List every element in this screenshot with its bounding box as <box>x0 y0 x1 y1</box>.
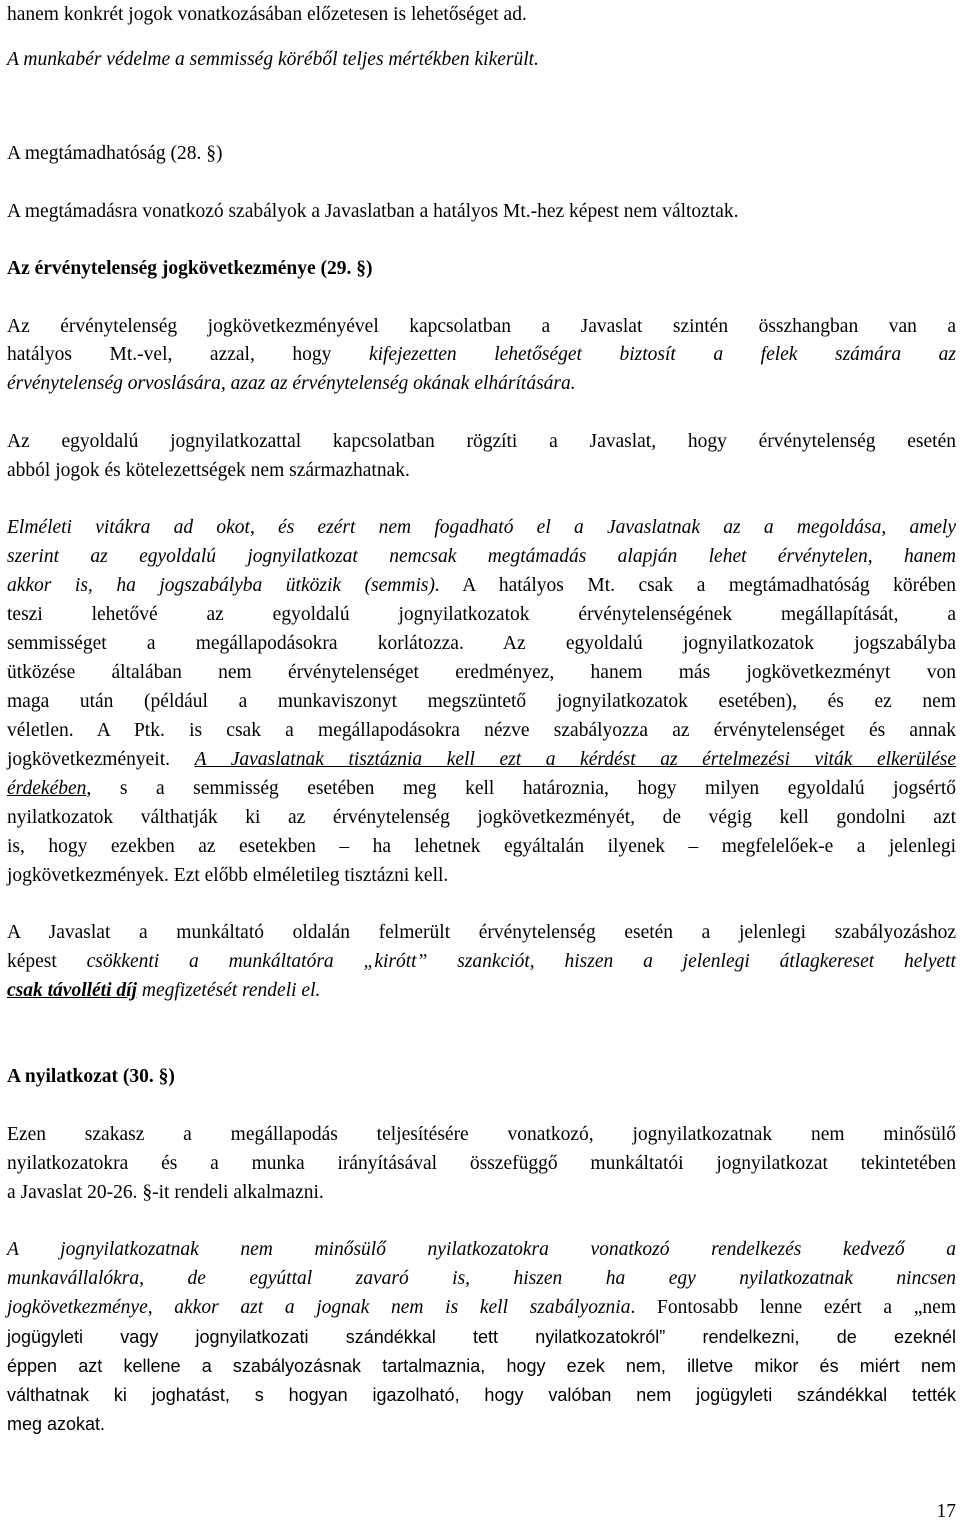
body-line-italic: A munkabér védelme a semmisség köréből teljes mértékben kikerült. <box>7 49 539 70</box>
italic-run: megfizetését rendeli el. <box>136 980 321 1001</box>
paragraph-line: ütközése általában nem érvénytelenséget eredményez, hanem más jogkövetkezményt von <box>7 662 956 683</box>
paragraph-line <box>7 747 956 773</box>
paragraph-line <box>7 1295 956 1321</box>
paragraph-line <box>7 342 956 368</box>
italic-underlined-run: A Javaslatnak tisztáznia kell ezt a kérdést az értelmezési viták elkerülése <box>194 749 956 770</box>
paragraph-line: semmisséget a megállapodásokra korlátozza. Az egyoldalú jognyilatkozatok jogszabályba <box>7 633 956 654</box>
paragraph-line: abból jogok és kötelezettségek nem származhatnak. <box>7 460 410 481</box>
paragraph-line: nyilatkozatokra és a munka irányításával összefüggő munkáltatói jognyilatkozat tekintetében <box>7 1153 956 1174</box>
paragraph-line: Az érvénytelenség jogkövetkezményével kapcsolatban a Javaslat szintén összhangban van a <box>7 316 956 337</box>
section-heading: Az érvénytelenség jogkövetkezménye (29. §) <box>7 258 373 279</box>
text-run: . Fontosabb lenne ezért a „nem <box>630 1297 957 1318</box>
italic-run: jogkövetkezménye, akkor azt a jognak nem is kell szabályoznia <box>7 1297 631 1318</box>
paragraph-line: is, hogy ezekben az esetekben – ha lehetnek egyáltalán ilyenek – megfelelőek-e a jelenlegi <box>7 836 956 857</box>
italic-underlined-run: érdekében <box>7 778 87 799</box>
paragraph-line <box>7 978 956 1004</box>
bold-italic-underlined-run: csak távolléti díj <box>7 980 137 1001</box>
paragraph-line-italic: munkavállalókra, de egyúttal zavaró is, hiszen ha egy nyilatkozatnak nincsen <box>7 1268 956 1289</box>
paragraph-line-italic: A jognyilatkozatnak nem minősülő nyilatkozatokra vonatkozó rendelkezés kedvező a <box>7 1239 956 1260</box>
body-line: A megtámadásra vonatkozó szabályok a Javaslatban a hatályos Mt.-hez képest nem változtak. <box>7 201 739 222</box>
paragraph-line: a Javaslat 20-26. §-it rendeli alkalmazni. <box>7 1182 324 1203</box>
paragraph-line: Ezen szakasz a megállapodás teljesítésére vonatkozó, jognyilatkozatnak nem minősülő <box>7 1124 956 1145</box>
paragraph-line: teszi lehetővé az egyoldalú jognyilatkozatok érvénytelenségének megállapítását, a <box>7 604 956 625</box>
paragraph-line-italic: szerint az egyoldalú jognyilatkozat nemcsak megtámadás alapján lehet érvénytelen, hanem <box>7 546 956 567</box>
paragraph-line: A Javaslat a munkáltató oldalán felmerült érvénytelenség esetén a jelenlegi szabályozáshoz <box>7 922 956 943</box>
paragraph-line-italic: Elméleti vitákra ad okot, és ezért nem fogadható el a Javaslatnak az a megoldása, amely <box>7 517 956 538</box>
section-heading: A nyilatkozat (30. §) <box>7 1066 175 1087</box>
text-run: jogkövetkezményeit. <box>7 749 195 770</box>
text-run: A hatályos Mt. csak a megtámadhatóság körében <box>439 575 956 596</box>
text-run: képest <box>7 951 87 972</box>
text-run: hatályos Mt.-vel, azzal, hogy <box>7 344 369 365</box>
paragraph-line: Az egyoldalú jognyilatkozattal kapcsolatban rögzíti a Javaslat, hogy érvénytelenség esetén <box>7 431 956 452</box>
italic-run: akkor is, ha jogszabályba ütközik (semmis). <box>7 575 440 596</box>
paragraph-line: válthatnak ki joghatást, s hogyan igazolható, hogy valóban nem jogügyleti szándékkal tették <box>7 1385 956 1405</box>
italic-run: csökkenti a munkáltatóra „kirótt” szankciót, hiszen a jelenlegi átlagkereset helyett <box>86 951 956 972</box>
italic-run: kifejezetten lehetőséget biztosít a felek számára az <box>368 344 956 365</box>
body-line: hanem konkrét jogok vonatkozásában előzetesen is lehetőséget ad. <box>7 4 527 25</box>
paragraph-line: jogkövetkezmények. Ezt előbb elméletileg tisztázni kell. <box>7 865 449 886</box>
paragraph-line <box>7 776 956 802</box>
paragraph-line: jogügyleti vagy jognyilatkozati szándékkal tett nyilatkozatokról” rendelkezni, de ezeknél <box>7 1327 956 1347</box>
paragraph-line-italic: érvénytelenség orvoslására, azaz az érvénytelenség okának elhárítására. <box>7 373 576 394</box>
paragraph-line: véletlen. A Ptk. is csak a megállapodásokra nézve szabályozza az érvénytelenséget és annak <box>7 720 956 741</box>
paragraph-line <box>7 573 956 599</box>
page-number: 17 <box>936 1501 956 1522</box>
paragraph-line <box>7 949 956 975</box>
paragraph-line: meg azokat. <box>7 1414 106 1434</box>
section-heading: A megtámadhatóság (28. §) <box>7 143 223 164</box>
paragraph-line: éppen azt kellene a szabályozásnak tartalmaznia, hogy ezek nem, illetve mikor és miért nem <box>7 1356 956 1376</box>
text-run: , s a semmisség esetében meg kell határoznia, hogy milyen egyoldalú jogsértő <box>86 778 956 799</box>
paragraph-line: nyilatkozatok válthatják ki az érvénytelenség jogkövetkezményét, de végig kell gondolni azt <box>7 807 956 828</box>
paragraph-line: maga után (például a munkaviszonyt megszüntető jognyilatkozatok esetében), és ez nem <box>7 691 956 712</box>
